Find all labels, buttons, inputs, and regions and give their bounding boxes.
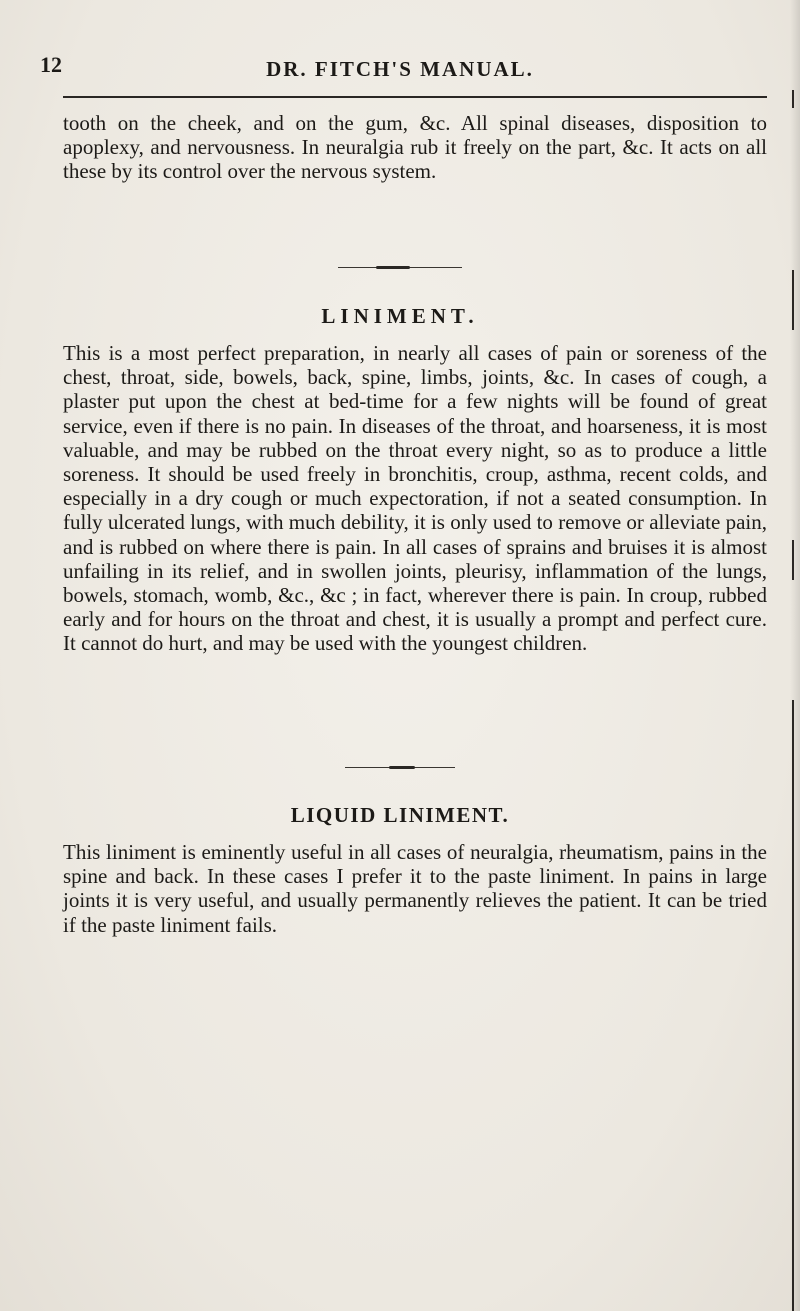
section-divider [345,767,455,769]
page-edge-line [792,90,794,108]
intro-paragraph: tooth on the cheek, and on the gum, &c. All spinal diseases, disposition to apoplexy, and nervousness. In neuralgia rub it freely on the part, &c. It acts on all these by its control over the nervous system. [63,111,767,184]
section-heading-liquid-liniment: LIQUID LINIMENT. [290,803,510,827]
running-head [40,40,760,80]
section-heading-liniment: LINIMENT. [321,304,479,328]
page-edge-line [792,270,794,330]
running-head-rule [63,96,767,98]
running-head-title: DR. FITCH'S MANUAL. [266,57,534,81]
page-number: 12 [40,52,62,77]
page-edge-line [792,540,794,580]
liniment-paragraph: This is a most perfect preparation, in nearly all cases of pain or soreness of the chest, throat, side, bowels, back, spine, limbs, joints, &c. In cases of cough, a plaster put upon the chest at bed-time for a few nights will be found of great service, even if there is no pain. In diseases of the throat, and hoarseness, it is most valuable, and may be rubbed on the throat every night, so as to produce a little soreness. It should be used freely in bronchitis, croup, asthma, recent colds, and especially in a dry cough or much expectoration, if not a seated consumption. In fully ulcerated lungs, with much debility, it is only used to remove or alleviate pain, and is rubbed on where there is pain. In all cases of sprains and bruises it is almost unfailing in its relief, and in swollen joints, pleurisy, inflammation of the lungs, bowels, stomach, womb, &c., &c ; in fact, wherever there is pain. In croup, rubbed early and for hours on the throat and chest, it is usually a prompt and perfect cure. It cannot do hurt, and may be used with the youngest children. [63,341,767,656]
page-edge-line [792,700,794,1311]
section-divider [338,267,462,269]
liquid-liniment-paragraph: This liniment is eminently useful in all cases of neuralgia, rheumatism, pains in the spine and back. In these cases I prefer it to the paste liniment. In pains in large joints it is very useful, and usually permanently relieves the patient. It can be tried if the paste liniment fails. [63,840,767,937]
